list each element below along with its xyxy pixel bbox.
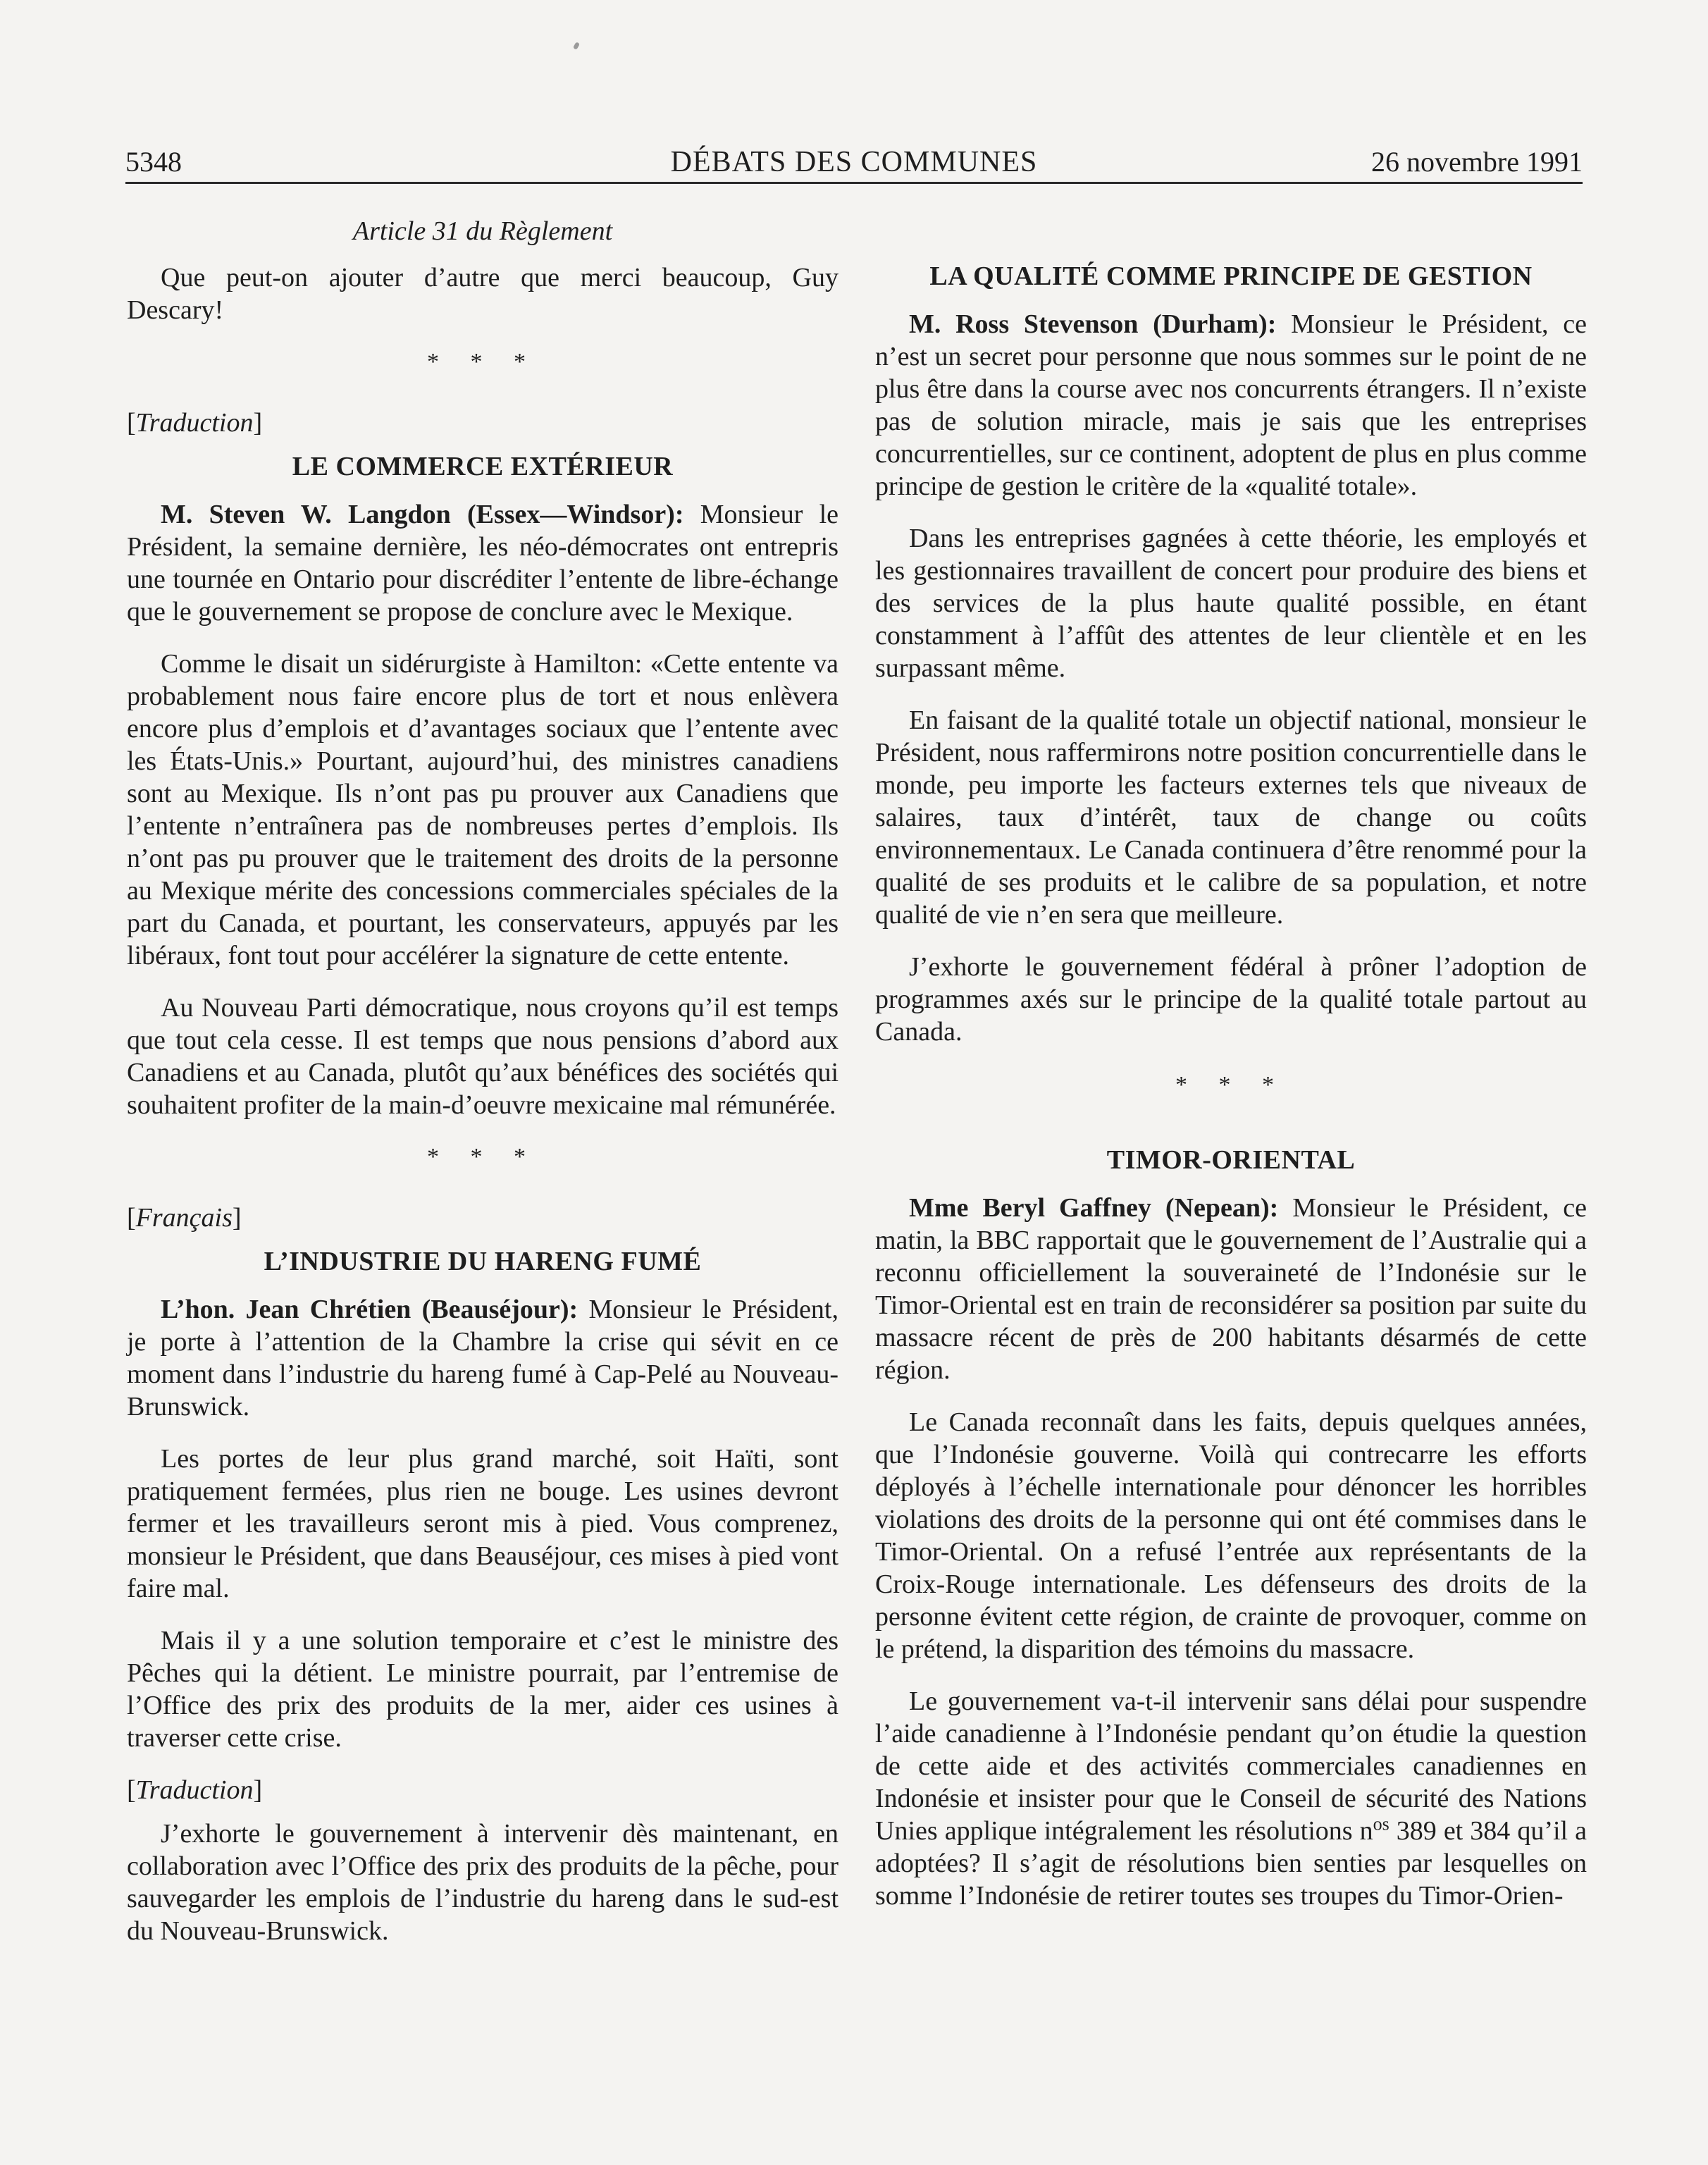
superscript: os [1373, 1813, 1390, 1834]
speaker-name: M. Steven W. Langdon (Essex—Windsor): [161, 500, 684, 529]
page-number: 5348 [125, 146, 182, 178]
page-title: DÉBATS DES COMMUNES [670, 146, 1038, 178]
right-column [875, 215, 1587, 1932]
paragraph [127, 1293, 838, 1423]
paragraph: Que peut-on ajouter d’autre que merci beaucoup, Guy Descary! [127, 263, 838, 325]
paragraph-text: Monsieur le Président, la semaine dernière, les néo-démocrates ont entrepris une tournée en Ontario pour discréditer l’entente de libre-échange que le gouvernement se propose de conclure avec le Mexique. [127, 500, 839, 627]
page-date: 26 novembre 1991 [1371, 146, 1583, 178]
paragraph: J’exhorte le gouvernement à intervenir dès maintenant, en collaboration avec l’Office des prix des produits de la pêche, pour sauvegarder les emplois de l’industrie du hareng dans le sud-est du Nouveau-Brunswick. [127, 1819, 838, 1946]
paragraph: En faisant de la qualité totale un objectif national, monsieur le Président, nous raffermirons notre position concurrentielle dans le monde, peu importe les facteurs externes tels que niveaux de salaires, taux d’intérêt, taux de change ou coûts environnementaux. Le Canada continuera d’être renommé pour la qualité de ses produits et le calibre de sa population, et notre qualité de vie n’en sera que meilleure. [875, 705, 1587, 930]
paragraph [875, 1192, 1587, 1386]
header-rule [125, 182, 1583, 184]
section-separator: * * * [427, 1144, 538, 1170]
scan-speck [573, 42, 580, 50]
page-header [125, 138, 1583, 183]
paragraph [875, 308, 1587, 502]
left-column [127, 215, 838, 1967]
speaker-name: Mme Beryl Gaffney (Nepean): [909, 1193, 1279, 1223]
language-note: [Français] [127, 1203, 242, 1233]
language-label: Traduction [135, 1775, 254, 1805]
paragraph: Dans les entreprises gagnées à cette théorie, les employés et les gestionnaires travaillent de concert pour produire des biens et des services de la plus haute qualité possible, en étant constamment à l’affût des attentes de leur clientèle et en les surpassant même. [875, 524, 1587, 683]
language-note: [Traduction] [127, 408, 263, 438]
paragraph-text: Monsieur le Président, ce n’est un secret pour personne que nous sommes sur le point de ne plus être dans la course avec nos concurrents étrangers. Il n’existe pas de solution miracle, mais je sais que les entreprises concurrentielles, sur ce continent, adoptent de plus en plus comme principe de gestion le critère de la «qualité totale». [875, 309, 1588, 501]
section-separator: * * * [427, 349, 538, 375]
language-note: [Traduction] [127, 1775, 263, 1805]
section-heading: L’INDUSTRIE DU HARENG FUMÉ [264, 1247, 702, 1276]
section-heading: TIMOR-ORIENTAL [1106, 1145, 1356, 1175]
paragraph [875, 1685, 1587, 1912]
paragraph: Les portes de leur plus grand marché, soit Haïti, sont pratiquement fermées, plus rien ne bouge. Les usines devront fermer et les travailleurs seront mis à pied. Vous comprenez, monsieur le Président, que dans Beauséjour, ces mises à pied vont faire mal. [127, 1444, 838, 1603]
paragraph [127, 498, 838, 628]
paragraph: Au Nouveau Parti démocratique, nous croyons qu’il est temps que tout cela cesse. Il est temps que nous pensions d’abord aux Canadiens et au Canada, plutôt qu’aux bénéfices des sociétés qui souhaitent profiter de la main-d’oeuvre mexicaine mal rémunérée. [127, 993, 838, 1120]
section-heading: LE COMMERCE EXTÉRIEUR [292, 452, 674, 481]
paragraph-text: 389 et 384 qu’il a adoptées? Il s’agit de résolutions bien senties par lesquelles on somme l’Indonésie de retirer toutes ses troupes du Timor-Orien- [875, 1816, 1588, 1911]
language-label: Traduction [135, 408, 254, 438]
paragraph: Comme le disait un sidérurgiste à Hamilton: «Cette entente va probablement nous faire encore plus de tort et nous enlèvera encore plus d’emplois et d’avantages sociaux que l’entente avec les États-Unis.» Pourtant, aujourd’hui, des ministres canadiens sont au Mexique. Ils n’ont pas pu prouver aux Canadiens que l’entente n’entraînera pas de nombreuses pertes d’emplois. Ils n’ont pas pu prouver que le traitement des droits de la personne au Mexique mérite des concessions commerciales spéciales de la part du Canada, et pourtant, les conservateurs, appuyés par les libéraux, font tout pour accélérer la signature de cette entente. [127, 649, 838, 970]
paragraph: J’exhorte le gouvernement fédéral à prôner l’adoption de programmes axés sur le principe de la qualité totale partout au Canada. [875, 952, 1587, 1047]
language-label: Français [135, 1203, 233, 1233]
paragraph-text: Monsieur le Président, ce matin, la BBC rapportait que le gouvernement de l’Australie qui a reconnu officiellement la souveraineté de l’Indonésie sur le Timor-Oriental est en train de reconsidérer sa position par suite du massacre récent de près de 200 habitants désarmés de cette région. [875, 1193, 1588, 1385]
paragraph-text: Le gouvernement va-t-il intervenir sans délai pour suspendre l’aide canadienne à l’Indonésie pendant qu’on étudie la question de cette aide et des activités commerciales canadiennes en Indonésie et insister pour que le Conseil de sécurité des Nations Unies applique intégralement les résolutions n [875, 1686, 1587, 1846]
speaker-name: L’hon. Jean Chrétien (Beauséjour): [161, 1295, 578, 1324]
section-heading: LA QUALITÉ COMME PRINCIPE DE GESTION [929, 261, 1533, 291]
paragraph-text: Monsieur le Président, je porte à l’attention de la Chambre la crise qui sévit en ce moment dans l’industrie du hareng fumé à Cap-Pelé au Nouveau-Brunswick. [127, 1295, 838, 1421]
paragraph: Mais il y a une solution temporaire et c’est le ministre des Pêches qui la détient. Le ministre pourrait, par l’entremise de l’Office des prix des produits de la mer, aider ces usines à traverser cette crise. [127, 1626, 838, 1753]
article-reference: Article 31 du Règlement [352, 216, 613, 246]
speaker-name: M. Ross Stevenson (Durham): [909, 309, 1277, 339]
section-separator: * * * [1175, 1072, 1287, 1098]
paragraph: Le Canada reconnaît dans les faits, depuis quelques années, que l’Indonésie gouverne. Voilà qui contrecarre les efforts déployés à l’échelle internationale pour dénoncer les horribles violations des droits de la personne qui ont été commises dans le Timor-Oriental. On a refusé l’entrée aux représentants de la Croix-Rouge internationale. Les défenseurs des droits de la personne évitent cette région, de crainte de provoquer, comme on le prétend, la disparition des témoins du massacre. [875, 1407, 1587, 1664]
